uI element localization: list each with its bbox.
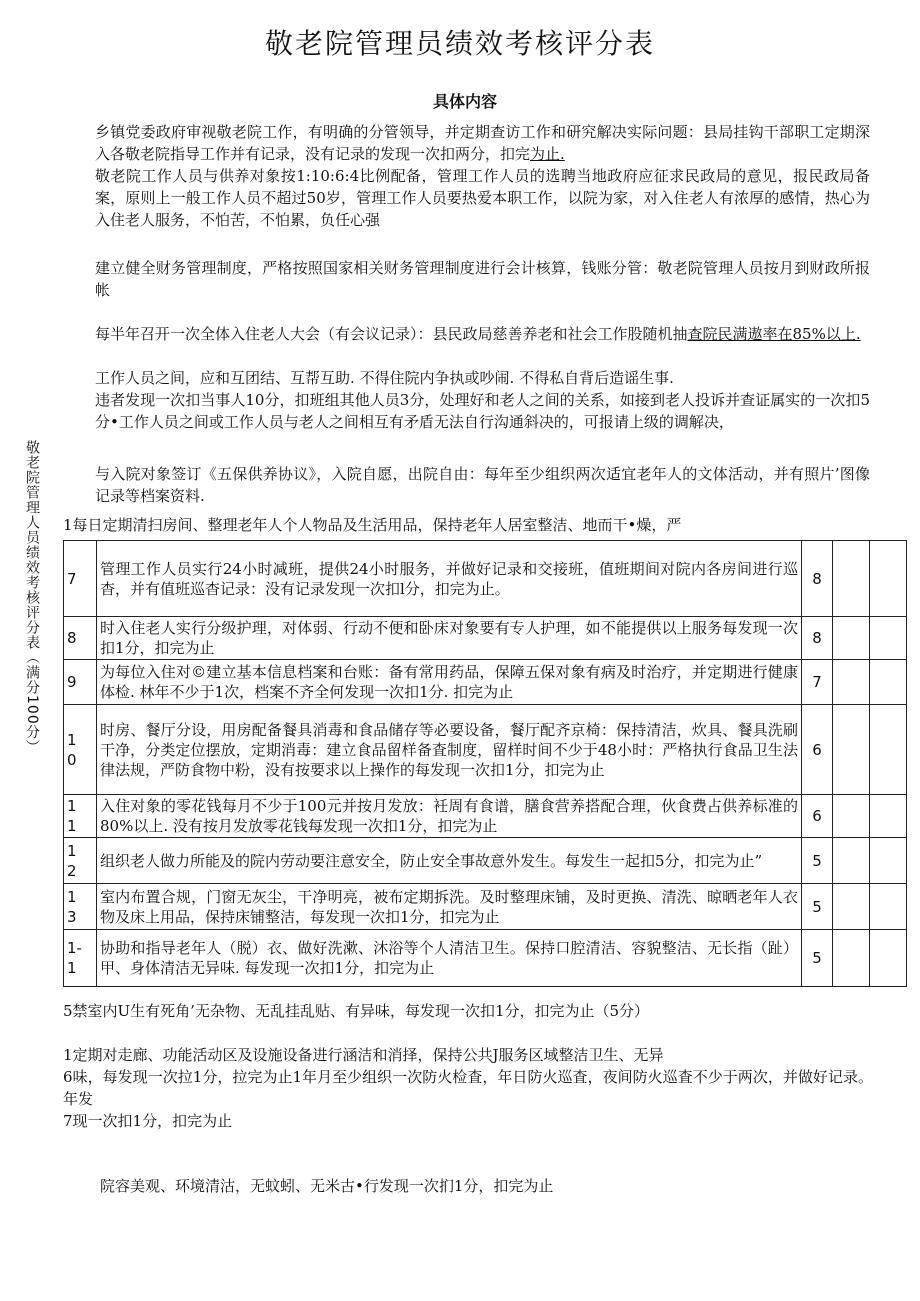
row-score: 8: [802, 617, 833, 660]
row-content: 组织老人做力所能及的院内劳动要注意安全，防止安全事故意外发生。每发生一起扣5分，扣完为止”: [97, 838, 802, 884]
row-blank: [833, 930, 870, 987]
row-blank: [870, 660, 907, 705]
paragraph-penalty: 违者发现一次扣当事人10分，扣班组其他人员3分，处理好和老人之间的关系，如接到老人投诉并查证属实的一次扣5分•工作人员之间或工作人员与老人之间相互有矛盾无法自行沟通斜决的，可报请上级的调解决，: [95, 391, 870, 431]
row-number: 8: [64, 617, 97, 660]
paragraph-oversight-text: 乡镇党委政府审视敬老院工作，有明确的分管领导，并定期查访工作和研究解决实际问题：县局挂钩干部职工定期深入各敬老院指导工作并有记录，没有记录的发现一次扣两分，扣完: [95, 123, 870, 163]
paragraph-meeting-underlined: 查院民满遨率在85%以上.: [687, 325, 861, 343]
row-content: 室内布置合规，门窗无灰尘，干净明亮，被布定期拆洗。及时整理床铺，及时更换、清洗、晾晒老年人衣物及床上用品，保持床铺整洁，每发现一次扣1分，扣完为止: [97, 884, 802, 930]
row-number: 1- 1: [64, 930, 97, 987]
section-subtitle: 具体内容: [432, 92, 497, 111]
row-content: 为每位入住对©建立基本信息档案和台账：备有常用药品，保障五保对象有病及时治疗，并定期进行健康体检. 林年不少于1次，档案不齐全何发现一次扣1分. 扣完为止: [97, 660, 802, 705]
row-score: 8: [802, 541, 833, 617]
row-blank: [870, 617, 907, 660]
row-score: 7: [802, 660, 833, 705]
row-content: 管理工作人员实行24小时减班，提供24小时服务，并做好记录和交接班，值班期间对院内各房间进行巡杳，并有值班巡杳记录：没有记录发现一次扣l分，扣完为止。: [97, 541, 802, 617]
row-number: 1 3: [64, 884, 97, 930]
paragraph-staffing: 敬老院工作人员与供养对象按1:10:6:4比例配备，管理工作人员的选聘当地政府应征求民政局的意见，报民政局备案，原则上一般工作人员不超过50岁，管理工作人员要热爱本职工作，以院为家，对入住老人有浓厚的感情，热心为入住老人服务，不怕苦，不怕累，负任心强: [95, 167, 870, 229]
paragraph-meeting: [95, 323, 870, 345]
table-row: [64, 795, 907, 838]
row-score: 6: [802, 705, 833, 795]
row-content: 协助和指导老年人（脱）衣、做好洗漱、沐浴等个人清洁卫生。保持口腔清洁、容貌整洁、无长指（趾）甲、身体清洁无异味. 每发现一次扣1分，扣完为止: [97, 930, 802, 987]
row-blank: [870, 795, 907, 838]
paragraph-room-cleaning: 1每日定期清扫房间、整理老年人个人物品及生活用品，保持老年人居室整洁、地而干•燥，严: [63, 516, 682, 534]
row-content: 时入住老人实行分级护理，对体弱、行动不便和卧床对象要有专人护理，如不能提供以上服务每发现一次扣1分，扣完为止: [97, 617, 802, 660]
row-number: 1 0: [64, 705, 97, 795]
paragraph-indoor-hygiene: 5禁室内U生有死角’无杂物、无乱挂乱贴、有异味，每发现一次扣1分，扣完为止（5分）: [63, 1002, 650, 1020]
paragraph-agreement: 与入院对象签订《五保供养协议》，入院自愿，出院自由：每年至少组织两次适宜老年人的文体活动，并有照片’图像记录等档案资料.: [95, 465, 870, 505]
row-content: 入住对象的零花钱每月不少于100元并按月发放：衽周有食谱，膳食营养搭配合理，伙食费占供养标准的80%以上. 没有按月发放零花钱每发现一次扣1分，扣完为止: [97, 795, 802, 838]
table-row: [64, 705, 907, 795]
row-blank: [833, 541, 870, 617]
table-row: [64, 930, 907, 987]
row-blank: [870, 705, 907, 795]
row-blank: [870, 884, 907, 930]
row-score: 6: [802, 795, 833, 838]
row-blank: [833, 795, 870, 838]
paragraph-public-area-line3: 7现一次扣1分，扣完为止: [63, 1112, 233, 1130]
row-blank: [870, 541, 907, 617]
table-row: [64, 617, 907, 660]
row-blank: [833, 705, 870, 795]
paragraph-public-area-line1: 1定期对走廊、功能活动区及设施设备进行涵洁和消择，保持公共J服务区域整洁卫生、无异: [63, 1046, 664, 1064]
page-title: 敬老院管理员绩效考核评分表: [264, 27, 655, 60]
table-row: [64, 541, 907, 617]
row-number: 1 2: [64, 838, 97, 884]
paragraph-teamwork: 工作人员之间，应和互团结、互帮互助. 不得住院内争执或吵闹. 不得私自背后造谣生事.: [95, 369, 674, 387]
paragraph-appearance: 院容美观、环境清沽，无蚊蚓、无米古•行发现一次扪1分，扣完为止: [100, 1177, 554, 1195]
row-score: 5: [802, 930, 833, 987]
row-number: 9: [64, 660, 97, 705]
row-blank: [870, 930, 907, 987]
row-score: 5: [802, 884, 833, 930]
row-number: 1 1: [64, 795, 97, 838]
row-content: 时房、餐厅分设，用房配备餐具消毒和食品储存等必要设备，餐厅配齐京椅：保持清洁，炊具、餐具洗刷干净，分类定位摆放，定期消毒：建立食品留样备査制度，留样时间不少于48小时：严格执行食品卫生法律法规，严防食物中粉，没有按要求以上操作的每发现一次扣1分，扣完为止: [97, 705, 802, 795]
paragraph-oversight-underlined: 为止.: [530, 145, 565, 163]
row-blank: [870, 838, 907, 884]
paragraph-public-area-line2: 6味，每发现一次拉1分，拉完为止1年月至少组织一次防火检査，年日防火巡査，夜间防火巡査不少于两次，并做好记录。年发: [63, 1068, 873, 1108]
table-row: [64, 660, 907, 705]
side-label: 敬老院管理人员绩效考核评分表（满分100分）: [24, 440, 40, 755]
paragraph-finance: 建立健全财务管理制度，严格按照国家相关财务管理制度进行会计核算，钱账分管：敬老院管理人员按月到财政所报帐: [95, 259, 870, 299]
row-score: 5: [802, 838, 833, 884]
row-number: 7: [64, 541, 97, 617]
row-blank: [833, 884, 870, 930]
row-blank: [833, 617, 870, 660]
paragraph-meeting-text: 每半年召开一次全体入住老人大会（有会议记录）：县民政局慈善养老和社会工作股随机抽: [95, 325, 688, 343]
row-blank: [833, 838, 870, 884]
scoring-table: [63, 540, 907, 987]
paragraph-oversight: [95, 121, 870, 165]
table-row: [64, 838, 907, 884]
row-blank: [833, 660, 870, 705]
table-row: [64, 884, 907, 930]
